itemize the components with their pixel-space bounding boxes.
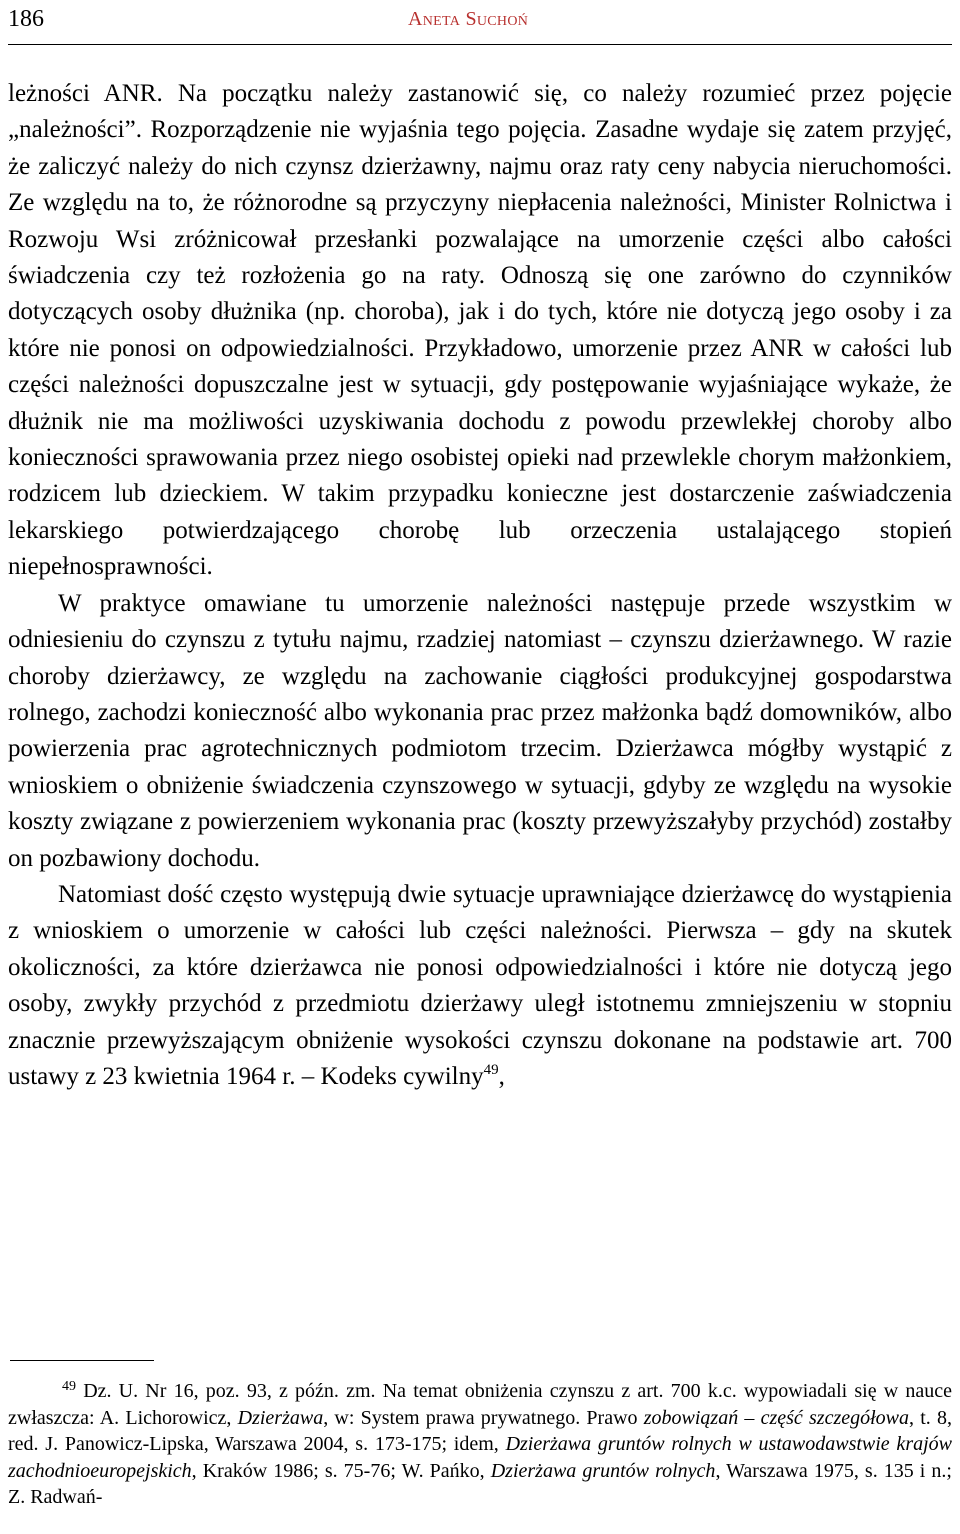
footnote-title-italic: Dzierżawa gruntów rolnych xyxy=(490,1459,716,1482)
running-head-author: Aneta Suchoń xyxy=(408,8,529,30)
page-header xyxy=(8,0,952,45)
footnote-text: , t. 8, red. J. Panowicz-Lipska, Warszawa 2004, s. 173-175; idem, xyxy=(8,1406,952,1456)
footnote-number: 49 xyxy=(62,1379,76,1394)
paragraph-text: Natomiast dość często występują dwie sytuacje uprawniające dzierżawcę do wystąpienia z wnioskiem o umorzenie w całości lub części należności. Pierwsza – gdy na skutek okoliczności, za które dzierżawca nie ponosi odpowiedzialności i które nie dotyczą jego osoby, zwykły przychód z przedmiotu dzierżawy uległ istotnemu zmniejszeniu w stopniu znacznie przewyższającym obniżenie wysokości czynszu dokonane na podstawie art. 700 ustawy z 23 kwietnia 1964 r. – Kodeks cywilny xyxy=(8,880,952,1090)
footnote-text: , Warszawa 1975, s. 135 i n.; Z. Radwań- xyxy=(8,1459,952,1509)
footnote-text: Dz. U. Nr 16, poz. 93, z późn. zm. Na temat obniżenia czynszu z art. 700 k.c. wypowiadali się w nauce zwłaszcza: A. Lichorowicz, xyxy=(8,1380,952,1429)
paragraph-text-tail: , xyxy=(498,1062,505,1090)
footnote-title-italic: Dzierżawa gruntów rolnych w ustawodawstwie krajów zachodnioeuropejskich xyxy=(8,1433,952,1482)
footnote-text: , w: System prawa prywatnego. Prawo xyxy=(323,1406,644,1429)
body-paragraph xyxy=(8,877,952,1095)
footnote-text: , Kraków 1986; s. 75-76; W. Pańko, xyxy=(191,1459,491,1482)
body-text xyxy=(8,76,952,1095)
body-paragraph: leżności ANR. Na początku należy zastanowić się, co należy rozumieć przez pojęcie „należności”. Rozporządzenie nie wyjaśnia tego pojęcia. Zasadne wydaje się zatem przyjęć, że zaliczyć należy do nich czynsz dzierżawny, najmu oraz raty ceny nabycia nieruchomości. Ze względu na to, że różnorodne są przyczyny niepłacenia należności, Minister Rolnictwa i Rozwoju Wsi zróżnicował przesłanki pozwalające na umorzenie części albo całości świadczenia czy też rozłożenia go na raty. Odnoszą się one zarówno do czynników dotyczących osoby dłużnika (np. choroba), jak i do tych, które nie dotyczą jego osoby i za które nie ponosi on odpowiedzialności. Przykładowo, umorzenie przez ANR w całości lub części należności dopuszczalne jest w sytuacji, gdy postępowanie wyjaśniające wykaże, że dłużnik nie ma możliwości uzyskiwania dochodu z powodu przewlekłej choroby albo konieczności sprawowania przez niego osobistej opieki nad przewlekle chorym małżonkiem, rodzicem lub dzieckiem. W takim przypadku konieczne jest dostarczenie zaświadczenia lekarskiego potwierdzającego chorobę lub orzeczenia ustalającego stopień niepełnosprawności. xyxy=(8,80,952,581)
footnote-title-italic: zobowiązań – część szczegółowa xyxy=(643,1406,910,1429)
document-page xyxy=(8,0,952,1509)
page-number: 186 xyxy=(8,6,44,32)
footnote-separator xyxy=(10,1360,154,1361)
body-paragraph: W praktyce omawiane tu umorzenie należności następuje przede wszystkim w odniesieniu do czynszu z tytułu najmu, rzadziej natomiast – czynszu dzierżawnego. W razie choroby dzierżawcy, ze względu na zachowanie ciągłości produkcyjnej gospodarstwa rolnego, zachodzi konieczność albo wykonania prac przez małżonka bądź domowników, albo powierzenia prac agrotechnicznych podmiotom trzecim. Dzierżawca mógłby wystąpić z wnioskiem o obniżenie świadczenia czynszowego w sytuacji, gdyby ze względu na wysokie koszty związane z powierzeniem wykonania prac (koszty przewyższałyby przychód) zostałby on pozbawiony dochodu. xyxy=(8,589,952,872)
footnote-marker[interactable]: 49 xyxy=(483,1061,499,1078)
footnote xyxy=(8,1378,952,1511)
footnotes xyxy=(8,1378,952,1511)
footnote-title-italic: Dzierżawa xyxy=(237,1406,324,1429)
